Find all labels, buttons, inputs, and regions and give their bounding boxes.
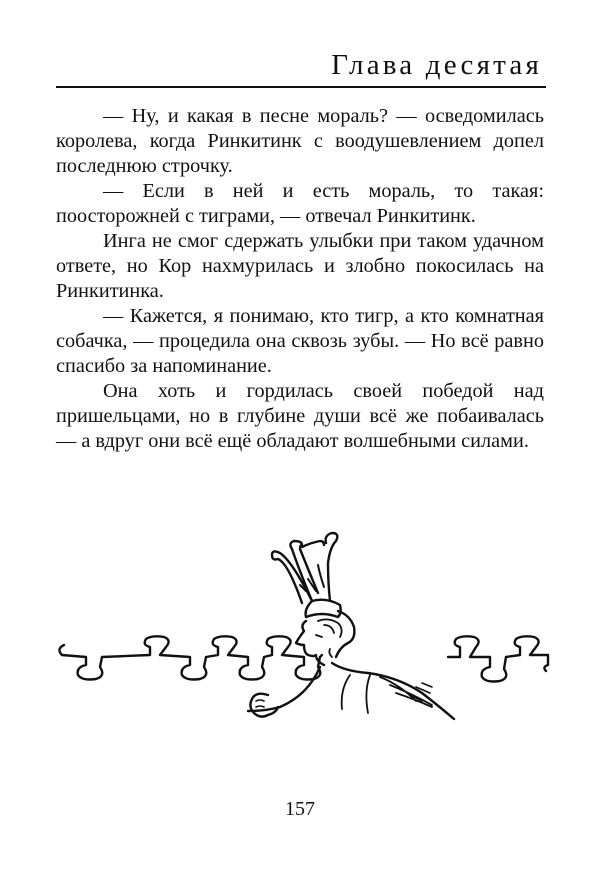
page-number: 157 bbox=[285, 798, 315, 820]
paragraph-5: Она хоть и гордилась своей победой над пришельцами, но в глубине души всё же побаивалась — а вдруг они всё ещё обладают волшебными силами. bbox=[56, 380, 544, 452]
paragraph-2: — Если в ней и есть мораль, то такая: поосторожней с тиграми, — отвечал Ринкитинк. bbox=[56, 180, 544, 227]
paragraph-3: Инга не смог сдержать улыбки при таком удачном ответе, но Кор нахмурилась и злобно покосилась на Ринкитинка. bbox=[56, 230, 544, 302]
paragraph-4: — Кажется, я понимаю, кто тигр, а кто комнатная собачка, — процедила она сквозь зубы. — Но всё равно спасибо за напоминание. bbox=[56, 305, 544, 377]
meander-border-right-icon bbox=[448, 636, 548, 681]
body-text bbox=[56, 104, 544, 454]
fist-icon bbox=[250, 694, 278, 717]
chapter-title: Глава десятая bbox=[331, 49, 542, 81]
page-header bbox=[56, 44, 546, 90]
meander-border-left-icon bbox=[59, 636, 322, 679]
crown-icon bbox=[272, 533, 341, 617]
paragraph-1: — Ну, и какая в песне мораль? — осведомилась королева, когда Ринкитинк с воодушевлением допел последнюю строчку. bbox=[56, 105, 544, 177]
header-rule bbox=[56, 86, 546, 88]
robe-icon bbox=[248, 663, 454, 719]
queen-illustration-icon bbox=[50, 525, 562, 725]
